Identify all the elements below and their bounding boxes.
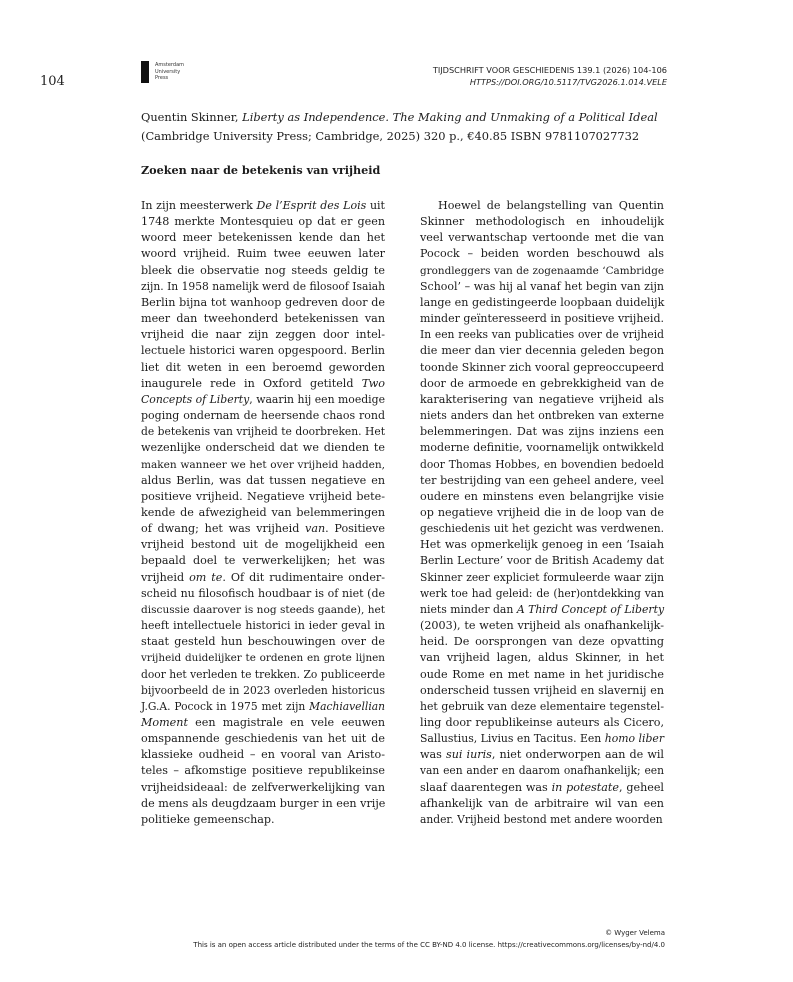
italic-text: homo liber bbox=[604, 732, 665, 746]
text-segment: scheid nu filosofisch houdbaar is of niet (de bbox=[141, 586, 385, 600]
text-segment: lectuele historici waren opgespoord. Berlin bbox=[141, 344, 385, 358]
text-line bbox=[420, 263, 664, 279]
text-segment: werk toe had geleid: de (her)ontdekking van bbox=[420, 586, 664, 600]
text-line bbox=[141, 812, 385, 828]
text-line bbox=[420, 473, 664, 489]
italic-text: van bbox=[305, 522, 326, 536]
text-segment: Pocock – beiden worden beschouwd als bbox=[420, 247, 664, 261]
license-notice: This is an open access article distributed under the terms of the CC BY-ND 4.0 license. https://creativecommons.org/licenses/by-nd/4.0 bbox=[193, 941, 665, 949]
text-line bbox=[141, 279, 385, 295]
text-segment: die meer dan vier decennia geleden begon bbox=[420, 344, 664, 358]
text-segment: op negatieve vrijheid die in de loop van de bbox=[420, 505, 664, 519]
text-segment: bepaald doel te verwerkelijken; het was bbox=[141, 554, 385, 568]
text-line bbox=[420, 230, 664, 246]
text-line bbox=[420, 360, 664, 376]
text-segment: grondleggers van de zogenaamde ‘Cambridge bbox=[420, 264, 664, 277]
text-segment: niets anders dan het ontbreken van externe bbox=[420, 409, 664, 423]
text-segment: vrijheidsideaal: de zelfverwerkelijking van bbox=[141, 780, 385, 794]
text-line bbox=[141, 796, 385, 812]
text-line bbox=[420, 602, 664, 618]
italic-text: Two bbox=[361, 376, 385, 390]
text-segment: kende de afwezigheid van belemmeringen bbox=[141, 505, 385, 519]
text-line bbox=[420, 279, 664, 295]
text-line bbox=[420, 198, 664, 214]
text-segment: oudere en minstens even belangrijke visie bbox=[420, 489, 664, 503]
text-segment: was bbox=[420, 748, 446, 762]
text-line bbox=[420, 505, 664, 521]
text-line bbox=[141, 715, 385, 731]
text-line bbox=[141, 747, 385, 763]
text-segment: van vrijheid lagen, aldus Skinner, in het bbox=[420, 651, 664, 665]
text-segment: 1748 merkte Montesquieu op dat er geen bbox=[141, 215, 385, 229]
text-segment: klassieke oudheid – en vooral van Aristo- bbox=[141, 748, 385, 762]
text-line bbox=[141, 360, 385, 376]
page-number: 104 bbox=[40, 74, 65, 89]
text-line bbox=[420, 440, 664, 456]
text-line bbox=[141, 424, 385, 440]
text-segment: , niet onderworpen aan de wil bbox=[491, 748, 664, 762]
publisher-logo-line: Amsterdam bbox=[155, 62, 185, 68]
text-line bbox=[141, 699, 385, 715]
text-line bbox=[420, 343, 664, 359]
text-line bbox=[141, 731, 385, 747]
text-segment: belemmeringen. Dat was zijns inziens een bbox=[420, 425, 664, 439]
italic-text: Concepts of Liberty bbox=[141, 392, 250, 406]
text-line bbox=[141, 343, 385, 359]
text-line bbox=[141, 489, 385, 505]
text-line bbox=[420, 586, 664, 602]
text-line bbox=[420, 667, 664, 683]
publisher-logo bbox=[141, 61, 184, 83]
text-line bbox=[141, 295, 385, 311]
text-segment: vrijheid bestond uit de mogelijkheid een bbox=[141, 538, 385, 552]
text-segment: discussie daarover is nog steeds gaande), het bbox=[141, 603, 385, 616]
text-segment: vrijheid duidelijker te ordenen en grote lijnen bbox=[141, 652, 385, 665]
text-segment: woord vrijheid. Ruim twee eeuwen later bbox=[141, 247, 385, 261]
text-line bbox=[420, 780, 664, 796]
text-segment: Skinner methodologisch en inhoudelijk bbox=[420, 215, 664, 229]
text-segment: Berlin Lecture’ voor de British Academy dat bbox=[420, 554, 664, 568]
left-text-column bbox=[141, 198, 385, 828]
text-segment: een magistrale en vele eeuwen bbox=[187, 716, 385, 729]
publisher-logo-text bbox=[155, 62, 184, 83]
text-line bbox=[420, 521, 664, 537]
italic-text: A Third Concept of Liberty bbox=[516, 602, 665, 616]
text-segment: vrijheid bbox=[141, 570, 190, 584]
text-segment: J.G.A. Pocock in 1975 met zijn bbox=[141, 699, 310, 713]
text-line bbox=[141, 634, 385, 650]
text-segment: door Thomas Hobbes, en bovendien bedoeld bbox=[420, 457, 664, 471]
text-line bbox=[141, 553, 385, 569]
text-line bbox=[420, 570, 664, 586]
text-line bbox=[141, 457, 385, 473]
text-line bbox=[420, 634, 664, 650]
journal-title: TIJDSCHRIFT VOOR GESCHIEDENIS 139.1 (2026) 104-106 bbox=[432, 65, 667, 75]
text-segment: de mens als deugdzaam burger in een vrije bbox=[141, 796, 386, 810]
italic-text: sui iuris bbox=[446, 748, 492, 762]
text-line bbox=[420, 699, 664, 715]
text-segment: aldus Berlin, was dat tussen negatieve en bbox=[141, 473, 385, 487]
text-segment: of dwang; het was vrijheid bbox=[141, 522, 306, 536]
italic-text: De l’Esprit des Lois bbox=[256, 199, 367, 212]
text-line bbox=[141, 440, 385, 456]
text-segment: positieve vrijheid. Negatieve vrijheid bete- bbox=[141, 489, 385, 503]
text-line bbox=[420, 683, 664, 699]
review-heading: Zoeken naar de betekenis van vrijheid bbox=[141, 163, 381, 177]
text-line bbox=[420, 731, 664, 747]
text-segment: toonde Skinner zich vooral gepreoccupeerd bbox=[420, 360, 665, 374]
text-segment: zijn. In 1958 namelijk werd de filosoof Isaiah bbox=[141, 279, 385, 293]
italic-text: Machiavellian bbox=[309, 699, 385, 713]
text-segment: het gebruik van deze elementaire tegenstel- bbox=[420, 699, 664, 713]
text-segment: Het was opmerkelijk genoeg in een ‘Isaiah bbox=[420, 538, 664, 552]
text-line bbox=[420, 715, 664, 731]
text-segment: oude Rome en met name in het juridische bbox=[420, 667, 664, 681]
text-line bbox=[420, 295, 664, 311]
text-segment: wezenlijke onderscheid dat we dienden te bbox=[141, 441, 385, 455]
text-segment: bijvoorbeeld de in 2023 overleden historicus bbox=[141, 683, 385, 697]
text-segment: door het verleden te trekken. Zo publiceerde bbox=[141, 667, 386, 681]
text-line bbox=[141, 473, 385, 489]
text-segment: In zijn meesterwerk bbox=[141, 199, 257, 212]
text-segment: meer dan tweehonderd betekenissen van bbox=[141, 312, 385, 326]
text-line bbox=[141, 505, 385, 521]
text-segment: geschiedenis uit het gezicht was verdwenen. bbox=[420, 522, 664, 536]
text-segment: ter bestrijding van een geheel andere, veel bbox=[420, 473, 664, 487]
text-line bbox=[420, 763, 664, 779]
text-segment: , waarin hij een moedige bbox=[249, 392, 386, 406]
text-line bbox=[141, 618, 385, 634]
text-segment: heid. De oorsprongen van deze opvatting bbox=[420, 635, 664, 649]
text-line bbox=[420, 553, 664, 569]
text-line bbox=[420, 424, 664, 440]
text-line bbox=[141, 521, 385, 537]
text-line bbox=[141, 392, 385, 408]
text-line bbox=[141, 214, 385, 230]
text-segment: onderscheid tussen vrijheid en slavernij en bbox=[420, 683, 664, 697]
text-segment: maken wanneer we het over vrijheid hadden, bbox=[141, 458, 385, 471]
right-text-column bbox=[420, 198, 664, 828]
text-line bbox=[420, 327, 664, 343]
text-segment: , geheel bbox=[618, 780, 664, 794]
text-segment: moderne definitie, voornamelijk ontwikkeld bbox=[420, 441, 664, 455]
text-segment: School’ – was hij al vanaf het begin van zijn bbox=[420, 279, 664, 293]
text-line bbox=[141, 602, 385, 618]
text-line bbox=[141, 650, 385, 666]
text-line bbox=[420, 408, 664, 424]
text-line bbox=[141, 537, 385, 553]
text-segment: ling door republikeinse auteurs als Cicero, bbox=[420, 716, 664, 729]
text-segment: poging ondernam de heersende chaos rond bbox=[141, 409, 385, 423]
text-line bbox=[141, 408, 385, 424]
publisher-logo-line: University bbox=[155, 68, 181, 75]
text-segment: uit bbox=[366, 199, 385, 212]
text-line bbox=[420, 650, 664, 666]
text-segment: door de armoede en gebrekkigheid van de bbox=[420, 376, 664, 390]
text-segment: van een ander en daarom onafhankelijk; een bbox=[420, 764, 664, 778]
text-segment: ander. Vrijheid bestond met andere woorden bbox=[420, 812, 663, 826]
publisher-logo-line: Press bbox=[155, 75, 169, 81]
journal-doi: HTTPS://DOI.ORG/10.5117/TVG2026.1.014.VELE bbox=[469, 77, 667, 87]
italic-text: in potestate bbox=[551, 780, 619, 794]
text-segment: politieke gemeenschap. bbox=[141, 812, 275, 826]
text-segment: Skinner zeer expliciet formuleerde waar zijn bbox=[420, 570, 664, 584]
text-segment: . Positieve bbox=[325, 522, 385, 536]
book-citation bbox=[141, 108, 668, 146]
citation-author: Quentin Skinner, bbox=[141, 110, 243, 124]
text-line bbox=[420, 457, 664, 473]
text-line bbox=[420, 537, 664, 553]
text-line bbox=[141, 230, 385, 246]
citation-details: (Cambridge University Press; Cambridge, 2025) 320 p., €40.85 ISBN 9781107027732 bbox=[141, 129, 640, 143]
journal-header bbox=[433, 64, 667, 88]
italic-text: Moment bbox=[141, 716, 188, 729]
text-segment: minder geïnteresseerd in positieve vrijheid. bbox=[420, 312, 664, 326]
text-line bbox=[141, 327, 385, 343]
text-segment: heeft intellectuele historici in ieder geval in bbox=[141, 619, 385, 633]
text-segment: lange en gedistingeerde loopbaan duidelijk bbox=[420, 295, 665, 309]
text-line bbox=[420, 246, 664, 262]
text-segment: karakterisering van negatieve vrijheid als bbox=[420, 392, 664, 406]
text-segment: Sallustius, Livius en Tacitus. Een bbox=[420, 732, 605, 746]
text-segment: inaugurele rede in Oxford getiteld bbox=[141, 376, 362, 390]
text-line bbox=[141, 198, 385, 214]
text-line bbox=[420, 392, 664, 408]
text-line bbox=[420, 489, 664, 505]
publisher-logo-mark-icon bbox=[141, 61, 149, 83]
text-line bbox=[141, 780, 385, 796]
text-line bbox=[420, 214, 664, 230]
text-line bbox=[141, 311, 385, 327]
text-segment: bleek die observatie nog steeds geldig te bbox=[141, 263, 385, 277]
text-segment: . Of dit rudimentaire onder- bbox=[222, 570, 386, 584]
text-segment: afhankelijk van de arbitraire wil van een bbox=[420, 796, 664, 810]
text-line bbox=[420, 618, 664, 634]
text-segment: niets minder dan bbox=[420, 602, 517, 616]
text-line bbox=[420, 812, 664, 828]
text-segment: liet dit weten in een beroemd geworden bbox=[141, 360, 385, 374]
text-segment: (2003), te weten vrijheid als onafhankelijk- bbox=[420, 619, 664, 633]
text-line bbox=[141, 263, 385, 279]
text-line bbox=[141, 683, 385, 699]
text-segment: Hoewel de belangstelling van Quentin bbox=[438, 199, 664, 212]
text-line bbox=[420, 747, 664, 763]
text-segment: teles – afkomstige positieve republikeinse bbox=[141, 764, 385, 778]
text-line bbox=[420, 376, 664, 392]
text-segment: woord meer betekenissen kende dan het bbox=[141, 231, 385, 245]
citation-title: Liberty as Independence. The Making and Unmaking of a Political Ideal bbox=[242, 110, 658, 124]
text-segment: In een reeks van publicaties over de vrijheid bbox=[420, 328, 664, 342]
text-segment: omspannende geschiedenis van het uit de bbox=[141, 732, 385, 746]
text-segment: veel verwantschap vertoonde met die van bbox=[420, 231, 664, 245]
text-segment: staat gesteld hun beschouwingen over de bbox=[141, 635, 385, 649]
text-line bbox=[420, 311, 664, 327]
text-line bbox=[141, 246, 385, 262]
italic-text: om te bbox=[189, 570, 223, 584]
text-segment: slaaf daarentegen was bbox=[420, 780, 552, 794]
text-line bbox=[141, 763, 385, 779]
text-line bbox=[141, 586, 385, 602]
text-segment: Berlin bijna tot wanhoop gedreven door de bbox=[141, 295, 385, 309]
text-line bbox=[141, 667, 385, 683]
text-segment: vrijheid die naar zijn zeggen door intel- bbox=[141, 328, 385, 342]
copyright-notice: © Wyger Velema bbox=[605, 929, 665, 937]
text-line bbox=[420, 796, 664, 812]
text-line bbox=[141, 570, 385, 586]
text-segment: de betekenis van vrijheid te doorbreken. Het bbox=[141, 425, 385, 439]
text-line bbox=[141, 376, 385, 392]
